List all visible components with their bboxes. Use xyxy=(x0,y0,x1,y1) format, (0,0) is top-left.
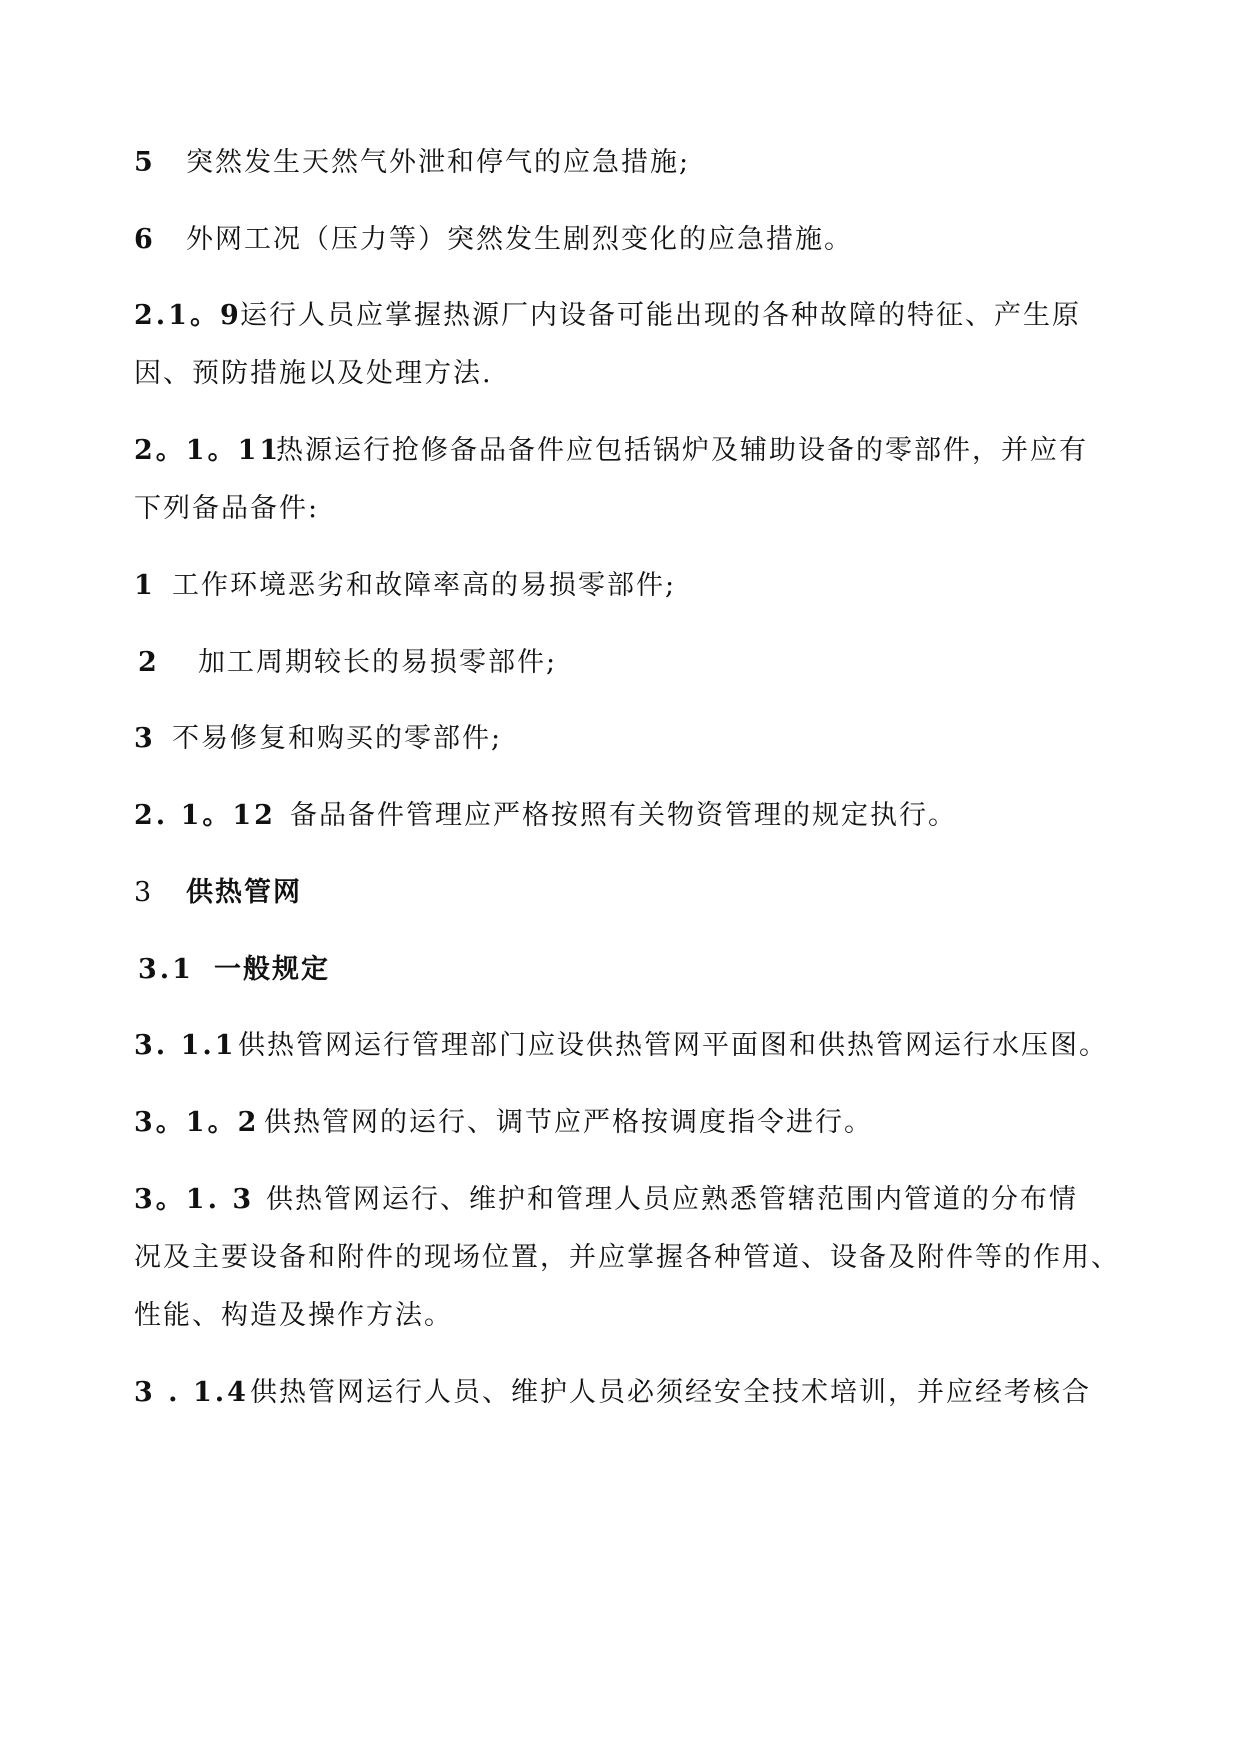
item-number: 3 xyxy=(134,723,156,754)
clause-text: 供热管网运行人员、维护人员必须经安全技术培训，并应经考核合 xyxy=(250,1377,1091,1408)
clause-2-1-9 xyxy=(134,299,1081,333)
section-number: 3 xyxy=(134,877,155,908)
clause-number: 2。1。11 xyxy=(134,435,282,466)
clause-number: 2.1。9 xyxy=(134,300,242,331)
item-number: 5 xyxy=(134,147,156,178)
item-number: 2 xyxy=(138,647,160,678)
clause-3-1-2 xyxy=(134,1106,873,1140)
clause-text: 供热管网运行管理部门应设供热管网平面图和供热管网运行水压图。 xyxy=(238,1030,1108,1061)
clause-text: 热源运行抢修备品备件应包括锅炉及辅助设备的零部件，并应有 xyxy=(276,435,1088,466)
clause-2-1-11 xyxy=(134,434,1088,468)
list-item-6 xyxy=(134,223,853,257)
clause-text: 下列备品备件: xyxy=(134,493,320,524)
item-number: 6 xyxy=(134,224,156,255)
clause-text: 供热管网的运行、调节应严格按调度指令进行。 xyxy=(264,1107,873,1138)
item-text: 不易修复和购买的零部件; xyxy=(172,723,503,754)
clause-3-1-3 xyxy=(134,1183,1078,1217)
section-heading-3 xyxy=(134,876,302,910)
clause-3-1-1 xyxy=(134,1029,1108,1063)
item-text: 加工周期较长的易损零部件; xyxy=(198,647,558,678)
clause-number: 3. 1.1 xyxy=(134,1030,237,1061)
list-item-3 xyxy=(134,722,502,756)
list-item-1 xyxy=(134,569,676,603)
section-number: 3.1 xyxy=(138,954,194,985)
clause-3-1-4 xyxy=(134,1376,1091,1410)
clause-text: 供热管网运行、维护和管理人员应熟悉管辖范围内管道的分布情 xyxy=(266,1184,1078,1215)
clause-text: 因、预防措施以及处理方法. xyxy=(134,358,493,389)
item-text: 工作环境恶劣和故障率高的易损零部件; xyxy=(172,570,677,601)
clause-text: 运行人员应掌握热源厂内设备可能出现的各种故障的特征、产生原 xyxy=(240,300,1081,331)
item-number: 1 xyxy=(134,570,156,601)
item-text: 外网工况（压力等）突然发生剧烈变化的应急措施。 xyxy=(186,224,853,255)
clause-number: 3。1. 3 xyxy=(134,1184,255,1215)
clause-continuation xyxy=(134,1299,453,1333)
list-item-2 xyxy=(138,646,557,680)
clause-continuation xyxy=(134,357,493,391)
clause-continuation xyxy=(134,492,319,526)
clause-number: 3。1。2 xyxy=(134,1107,260,1138)
clause-2-1-12 xyxy=(134,799,957,833)
clause-number: 2. 1。12 xyxy=(134,800,276,831)
section-title: 供热管网 xyxy=(186,877,302,908)
section-heading-3-1 xyxy=(138,953,330,987)
item-text: 突然发生天然气外泄和停气的应急措施; xyxy=(186,147,691,178)
clause-number: 3 . 1.4 xyxy=(134,1377,249,1408)
clause-text: 况及主要设备和附件的现场位置，并应掌握各种管道、设备及附件等的作用、 xyxy=(134,1242,1120,1273)
clause-continuation xyxy=(134,1241,1120,1275)
clause-text: 备品备件管理应严格按照有关物资管理的规定执行。 xyxy=(290,800,957,831)
section-title: 一般规定 xyxy=(214,954,330,985)
list-item-5 xyxy=(134,146,690,180)
clause-text: 性能、构造及操作方法。 xyxy=(134,1300,453,1331)
